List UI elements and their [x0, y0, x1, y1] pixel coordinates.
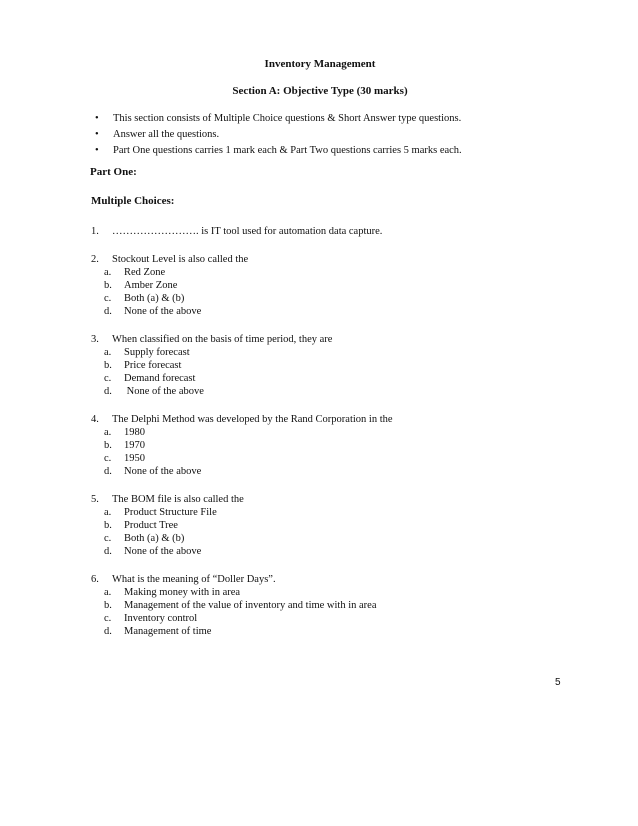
question-stem [91, 493, 393, 506]
option-text: Both (a) & (b) [124, 533, 185, 544]
option-text: None of the above [124, 386, 204, 397]
option-text: None of the above [124, 546, 202, 557]
option-text: Demand forecast [124, 373, 196, 384]
question-text: The BOM file is also called the [112, 494, 244, 505]
option-list [91, 266, 393, 318]
option-letter: b. [104, 520, 112, 531]
question-text: When classified on the basis of time period, they are [112, 334, 333, 345]
question-number: 3. [91, 334, 99, 345]
option-item [104, 305, 393, 318]
option-list [91, 586, 393, 638]
question-number: 2. [91, 254, 99, 265]
option-item [104, 292, 393, 305]
question-2 [91, 253, 393, 318]
instruction-text: Part One questions carries 1 mark each & Part Two questions carries 5 marks each. [113, 145, 462, 156]
option-item [104, 612, 393, 625]
option-item [104, 532, 393, 545]
option-letter: a. [104, 267, 112, 278]
section-title: Section A: Objective Type (30 marks) [232, 85, 408, 97]
option-text: Both (a) & (b) [124, 293, 185, 304]
option-letter: c. [104, 373, 112, 384]
question-5 [91, 493, 393, 558]
bullet-icon: • [95, 113, 99, 124]
option-letter: d. [104, 626, 112, 637]
instruction-item [95, 111, 462, 127]
option-text: 1970 [124, 440, 145, 451]
option-letter: c. [104, 613, 112, 624]
questions-list [91, 225, 393, 638]
option-list [91, 426, 393, 478]
option-text: Management of the value of inventory and time with in area [124, 600, 377, 611]
option-text: Amber Zone [124, 280, 178, 291]
bullet-icon: • [95, 129, 99, 140]
question-number: 4. [91, 414, 99, 425]
option-item [104, 519, 393, 532]
option-item [104, 625, 393, 638]
instruction-text: This section consists of Multiple Choice questions & Short Answer type questions. [113, 113, 462, 124]
option-list [91, 506, 393, 558]
question-text: Stockout Level is also called the [112, 254, 249, 265]
option-letter: a. [104, 347, 112, 358]
option-letter: d. [104, 546, 112, 557]
option-item [104, 279, 393, 292]
option-letter: d. [104, 466, 112, 477]
option-letter: b. [104, 440, 112, 451]
option-letter: a. [104, 427, 112, 438]
question-number: 6. [91, 574, 99, 585]
question-stem [91, 333, 393, 346]
instruction-item [95, 143, 462, 159]
option-item [104, 385, 393, 398]
option-item [104, 439, 393, 452]
option-item [104, 586, 393, 599]
option-letter: b. [104, 280, 112, 291]
option-item [104, 372, 393, 385]
bullet-icon: • [95, 145, 99, 156]
question-text: What is the meaning of “Doller Days”. [112, 574, 276, 585]
option-letter: c. [104, 293, 112, 304]
question-text: The Delphi Method was developed by the Rand Corporation in the [112, 414, 393, 425]
option-item [104, 506, 393, 519]
option-text: 1980 [124, 427, 145, 438]
option-text: Making money with in area [124, 587, 241, 598]
option-item [104, 599, 393, 612]
option-item [104, 465, 393, 478]
option-letter: b. [104, 600, 112, 611]
option-item [104, 545, 393, 558]
option-text: Product Structure File [124, 507, 217, 518]
part-heading: Part One: [90, 166, 137, 178]
option-item [104, 346, 393, 359]
option-text: None of the above [124, 466, 202, 477]
question-4 [91, 413, 393, 478]
option-letter: a. [104, 587, 112, 598]
instruction-text: Answer all the questions. [113, 129, 220, 140]
option-letter: d. [104, 386, 112, 397]
question-stem [91, 413, 393, 426]
document-title: Inventory Management [264, 58, 376, 70]
option-text: Inventory control [124, 613, 198, 624]
option-item [104, 452, 393, 465]
instructions-list [95, 111, 462, 159]
option-item [104, 359, 393, 372]
option-letter: a. [104, 507, 112, 518]
question-number: 5. [91, 494, 99, 505]
option-letter: d. [104, 306, 112, 317]
option-text: Management of time [124, 626, 212, 637]
page-number: 5 [555, 677, 561, 688]
option-text: Red Zone [124, 267, 166, 278]
question-stem [91, 225, 393, 238]
option-letter: b. [104, 360, 112, 371]
question-text: ……………………. is IT tool used for automation data capture. [112, 226, 383, 237]
question-3 [91, 333, 393, 398]
option-item [104, 266, 393, 279]
question-stem [91, 573, 393, 586]
instruction-item [95, 127, 462, 143]
option-letter: c. [104, 533, 112, 544]
option-text: Price forecast [124, 360, 182, 371]
multiple-choice-heading: Multiple Choices: [91, 195, 175, 207]
option-letter: c. [104, 453, 112, 464]
option-text: Product Tree [124, 520, 178, 531]
question-stem [91, 253, 393, 266]
question-6 [91, 573, 393, 638]
option-text: 1950 [124, 453, 145, 464]
option-item [104, 426, 393, 439]
option-list [91, 346, 393, 398]
option-text: None of the above [124, 306, 202, 317]
option-text: Supply forecast [124, 347, 190, 358]
question-number: 1. [91, 226, 99, 237]
question-1 [91, 225, 393, 238]
